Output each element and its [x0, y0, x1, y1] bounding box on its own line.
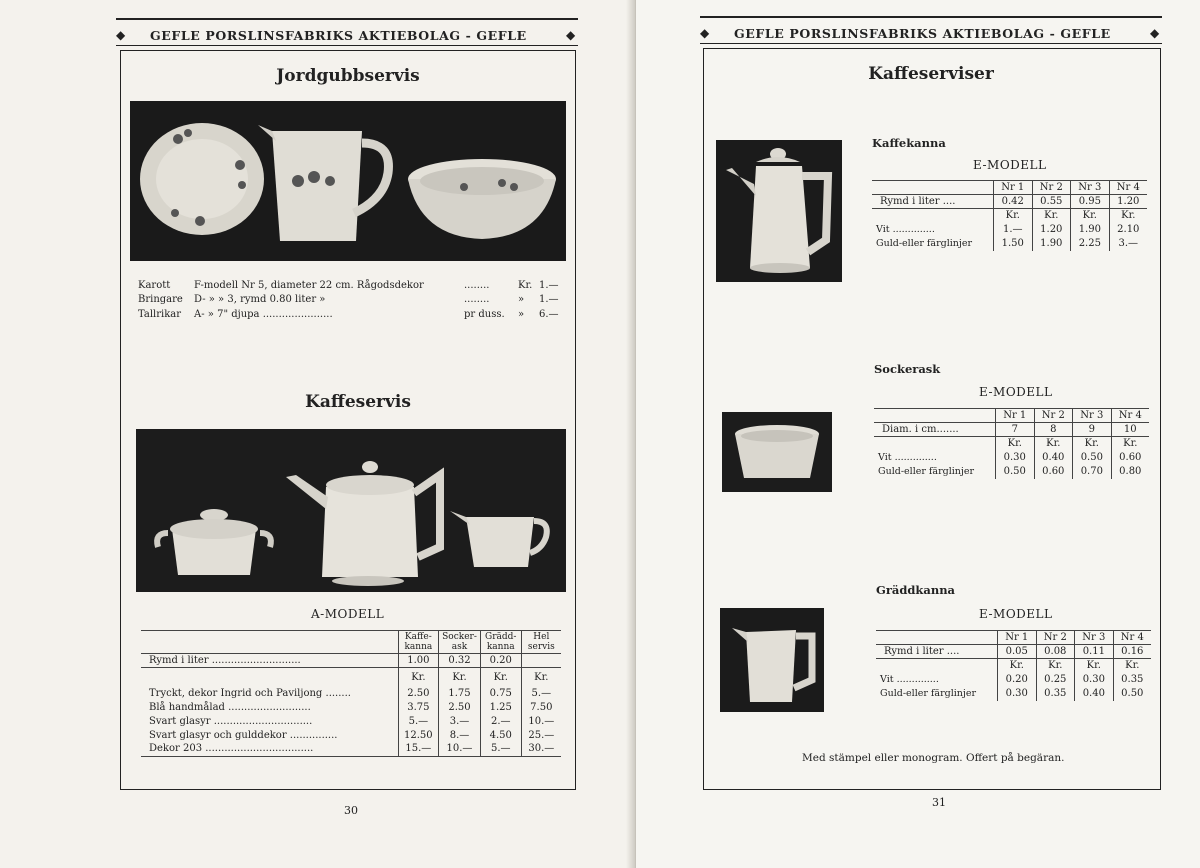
row-label: [874, 437, 996, 451]
table-cell: 0.20: [998, 673, 1037, 687]
table-cell: 0.16: [1113, 645, 1151, 659]
row-label: Svart glasyr och gulddekor ...............: [149, 729, 338, 741]
header-rule: [700, 16, 1162, 18]
table-cell: 3.75: [398, 700, 439, 714]
table-cell: 8.—: [439, 728, 481, 742]
table-cell: 0.30: [998, 687, 1037, 701]
item-spec: A- » 7" djupa ......................: [194, 309, 333, 320]
table-cell: 0.50: [1113, 687, 1151, 701]
currency-cell: Kr.: [1111, 437, 1149, 451]
price-table: [874, 408, 1149, 479]
table-cell: 7: [996, 423, 1035, 437]
table-cell: 1.50: [994, 237, 1033, 251]
leader: pr duss.: [464, 309, 505, 320]
column-header: Nr 2: [1034, 409, 1073, 423]
table-cell: 0.60: [1034, 465, 1073, 479]
table-cell: 15.—: [398, 742, 439, 756]
table-cell: 1.90: [1071, 223, 1110, 237]
currency-cell: Kr.: [439, 668, 481, 687]
page-header: GEFLE PORSLINSFABRIKS AKTIEBOLAG - GEFLE: [150, 28, 527, 43]
row-label: Rymd i liter ............................: [141, 654, 398, 668]
table-cell: 1.00: [398, 654, 439, 668]
table-row: [141, 668, 561, 687]
column-header: Nr 3: [1071, 181, 1110, 195]
price-line: [138, 294, 568, 308]
table-cell: 0.11: [1075, 645, 1114, 659]
row-label: Diam. i cm.......: [874, 423, 996, 437]
column-header: Nr 1: [994, 181, 1033, 195]
table-row: [141, 728, 561, 742]
column-header: Kaffe- kanna: [398, 631, 439, 654]
product-name: Sockerask: [874, 362, 941, 376]
section-title: Kaffeservis: [305, 392, 411, 412]
table-cell: 0.42: [994, 195, 1033, 209]
table-cell: [521, 654, 561, 668]
unit: »: [518, 294, 525, 305]
table-corner: [141, 631, 398, 654]
table-cell: 0.25: [1036, 673, 1075, 687]
page-header: GEFLE PORSLINSFABRIKS AKTIEBOLAG - GEFLE: [734, 26, 1111, 41]
currency-cell: Kr.: [1071, 209, 1110, 223]
row-label: [141, 668, 398, 687]
table-cell: 0.35: [1113, 673, 1151, 687]
currency-cell: Kr.: [1073, 437, 1112, 451]
table-row: [141, 654, 561, 668]
table-row: [876, 673, 1151, 687]
column-header: Nr 3: [1073, 409, 1112, 423]
column-header: Nr 1: [998, 631, 1037, 645]
model-label: E-MODELL: [979, 385, 1053, 399]
footnote: Med stämpel eller monogram. Offert på begäran.: [802, 752, 1065, 764]
table-cell: 0.05: [998, 645, 1037, 659]
table-cell: 0.70: [1073, 465, 1112, 479]
strawberry-tableware-photo: [130, 101, 566, 261]
unit: »: [518, 309, 525, 320]
table-cell: 12.50: [398, 728, 439, 742]
table-cell: 8: [1034, 423, 1073, 437]
table-header-row: [141, 631, 561, 654]
product-name: Kaffekanna: [872, 136, 946, 150]
table-cell: 0.30: [1075, 673, 1114, 687]
currency-cell: Kr.: [521, 668, 561, 687]
header-rule: [116, 45, 578, 46]
row-label: [872, 209, 994, 223]
cream-jug-photo: [720, 608, 824, 712]
price: 1.—: [539, 294, 559, 305]
currency-cell: Kr.: [996, 437, 1035, 451]
table-cell: 1.75: [439, 686, 481, 700]
price-table: [141, 630, 561, 757]
column-header: Nr 3: [1075, 631, 1114, 645]
model-label: E-MODELL: [979, 607, 1053, 621]
model-label: A-MODELL: [311, 607, 385, 621]
table-cell: 1.90: [1032, 237, 1071, 251]
table-cell: 0.30: [996, 451, 1035, 465]
item-name: Bringare: [138, 294, 183, 305]
currency-cell: Kr.: [998, 659, 1037, 673]
table-row: [874, 465, 1149, 479]
diamond-icon: ◆: [116, 28, 126, 42]
table-cell: 5.—: [521, 686, 561, 700]
item-name: Karott: [138, 280, 171, 291]
table-row: [874, 451, 1149, 465]
header-rule: [700, 43, 1162, 44]
table-cell: 0.32: [439, 654, 481, 668]
row-label: Vit ..............: [880, 674, 939, 685]
table-cell: 0.50: [1073, 451, 1112, 465]
item-spec: F-modell Nr 5, diameter 22 cm. Rågodsdekor: [194, 280, 424, 291]
item-name: Tallrikar: [138, 309, 182, 320]
currency-cell: Kr.: [1075, 659, 1114, 673]
model-label: E-MODELL: [973, 158, 1047, 172]
right-page: [636, 0, 1200, 868]
price-table: [872, 180, 1147, 251]
table-cell: 0.08: [1036, 645, 1075, 659]
item-spec: D- » » 3, rymd 0.80 liter »: [194, 294, 326, 305]
table-cell: 30.—: [521, 742, 561, 756]
table-row: [141, 700, 561, 714]
currency-cell: Kr.: [994, 209, 1033, 223]
table-corner: [874, 409, 996, 423]
table-row: [876, 659, 1151, 673]
page-title: Kaffeserviser: [868, 64, 994, 84]
row-label: Vit ..............: [878, 452, 937, 463]
row-label: Tryckt, dekor Ingrid och Paviljong ........: [149, 687, 351, 699]
table-cell: 10.—: [439, 742, 481, 756]
currency-cell: Kr.: [398, 668, 439, 687]
coffee-service-photo: [136, 429, 566, 592]
row-label: Blå handmålad ..........................: [149, 701, 311, 713]
table-cell: 0.80: [1111, 465, 1149, 479]
table-row: [141, 686, 561, 700]
table-cell: 10.—: [521, 714, 561, 728]
unit: Kr.: [518, 280, 533, 291]
table-cell: 5.—: [398, 714, 439, 728]
column-header: Nr 4: [1109, 181, 1147, 195]
table-cell: 0.60: [1111, 451, 1149, 465]
row-label: Guld-eller färglinjer: [878, 466, 975, 477]
table-cell: 0.35: [1036, 687, 1075, 701]
table-corner: [872, 181, 994, 195]
column-header: Nr 4: [1111, 409, 1149, 423]
table-cell: 0.75: [480, 686, 521, 700]
table-header-row: [872, 181, 1147, 195]
price-line: [138, 280, 568, 294]
table-cell: 2.25: [1071, 237, 1110, 251]
table-cell: 1.20: [1032, 223, 1071, 237]
sugar-bowl-photo: [722, 412, 832, 492]
section-title: Jordgubbservis: [276, 66, 420, 86]
table-cell: 5.—: [480, 742, 521, 756]
table-row: [872, 195, 1147, 209]
table-cell: 0.55: [1032, 195, 1071, 209]
column-header: Socker- ask: [439, 631, 481, 654]
diamond-icon: ◆: [700, 26, 710, 40]
diamond-icon: ◆: [566, 28, 576, 42]
table-cell: 0.20: [480, 654, 521, 668]
row-label: [876, 659, 998, 673]
table-cell: 4.50: [480, 728, 521, 742]
row-label: Rymd i liter ....: [876, 645, 998, 659]
column-header: Nr 4: [1113, 631, 1151, 645]
currency-cell: Kr.: [1034, 437, 1073, 451]
table-cell: 1.20: [1109, 195, 1147, 209]
row-label: Svart glasyr ...............................: [149, 715, 313, 727]
header-rule: [116, 18, 578, 20]
currency-cell: Kr.: [1036, 659, 1075, 673]
table-corner: [876, 631, 998, 645]
table-row: [872, 209, 1147, 223]
table-cell: 3.—: [439, 714, 481, 728]
price: 1.—: [539, 280, 559, 291]
page-number: 31: [932, 796, 946, 809]
price: 6.—: [539, 309, 559, 320]
table-row: [876, 687, 1151, 701]
currency-cell: Kr.: [1109, 209, 1147, 223]
table-header-row: [876, 631, 1151, 645]
row-label: Guld-eller färglinjer: [876, 238, 973, 249]
table-cell: 10: [1111, 423, 1149, 437]
table-cell: 3.—: [1109, 237, 1147, 251]
table-cell: 25.—: [521, 728, 561, 742]
coffee-pot-photo: [716, 140, 842, 282]
table-cell: 0.40: [1034, 451, 1073, 465]
table-row: [872, 223, 1147, 237]
row-label: Vit ..............: [876, 224, 935, 235]
table-cell: 9: [1073, 423, 1112, 437]
row-label: Guld-eller färglinjer: [880, 688, 977, 699]
price-line: [138, 309, 568, 323]
table-row: [872, 237, 1147, 251]
table-row: [874, 437, 1149, 451]
column-header: Hel servis: [521, 631, 561, 654]
currency-cell: Kr.: [1032, 209, 1071, 223]
diamond-icon: ◆: [1150, 26, 1160, 40]
leader: ........: [464, 294, 490, 305]
row-label: Rymd i liter ....: [872, 195, 994, 209]
page-number: 30: [344, 804, 358, 817]
table-cell: 2.50: [439, 700, 481, 714]
table-cell: 7.50: [521, 700, 561, 714]
column-header: Nr 2: [1032, 181, 1071, 195]
price-table: [876, 630, 1151, 701]
table-row: [876, 645, 1151, 659]
table-cell: 0.50: [996, 465, 1035, 479]
table-row: [141, 714, 561, 728]
row-label: Dekor 203 ..................................: [141, 742, 398, 756]
currency-cell: Kr.: [480, 668, 521, 687]
table-cell: 0.95: [1071, 195, 1110, 209]
table-cell: 0.40: [1075, 687, 1114, 701]
column-header: Grädd- kanna: [480, 631, 521, 654]
table-cell: 2.—: [480, 714, 521, 728]
column-header: Nr 1: [996, 409, 1035, 423]
currency-cell: Kr.: [1113, 659, 1151, 673]
table-cell: 1.—: [994, 223, 1033, 237]
table-row: [141, 742, 561, 756]
table-row: [874, 423, 1149, 437]
table-cell: 2.50: [398, 686, 439, 700]
table-cell: 2.10: [1109, 223, 1147, 237]
table-cell: 1.25: [480, 700, 521, 714]
leader: ........: [464, 280, 490, 291]
table-header-row: [874, 409, 1149, 423]
column-header: Nr 2: [1036, 631, 1075, 645]
product-name: Gräddkanna: [876, 583, 956, 597]
